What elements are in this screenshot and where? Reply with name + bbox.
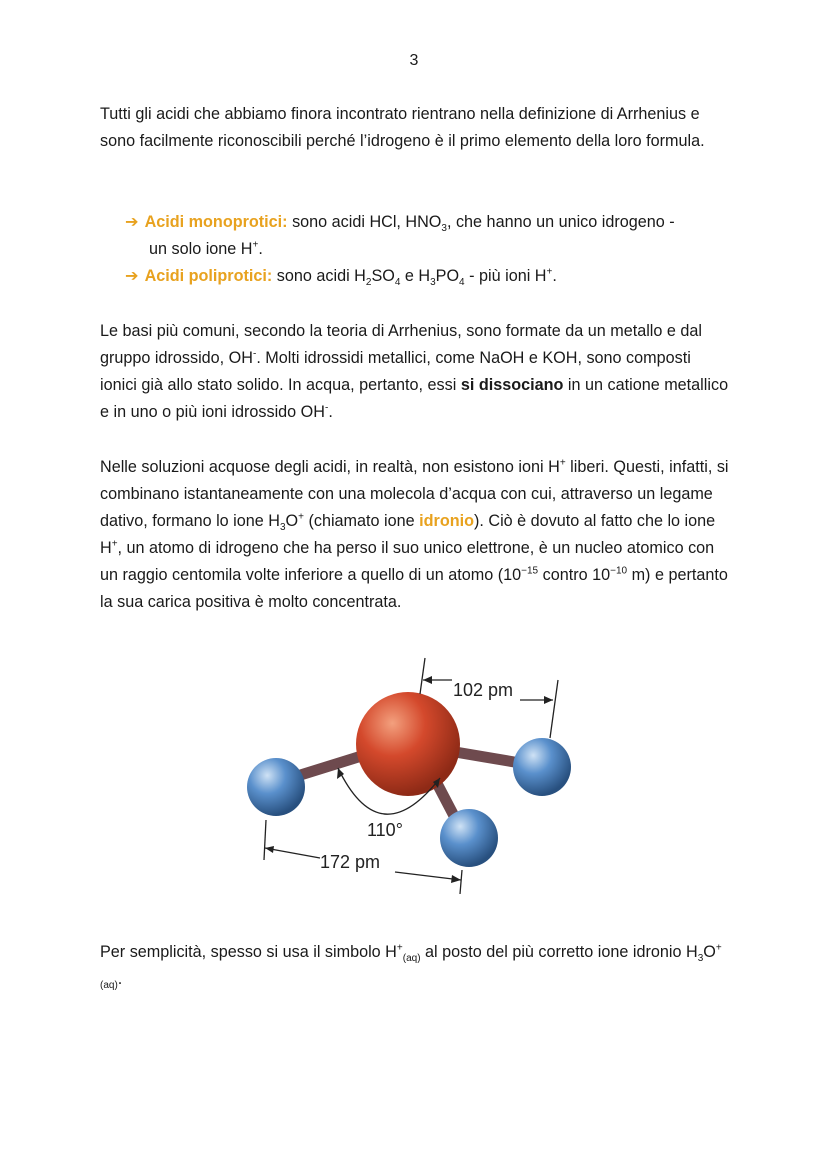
dimension-arrowhead-bottom <box>265 846 274 853</box>
bullet-polyprotic: ➔ Acidi poliprotici: sono acidi $H_2SO_4$ e $H_3PO_4$ - più ioni H+. <box>125 266 557 289</box>
dimension-tick-bottom-right <box>460 870 462 894</box>
dimension-tick-bottom-left <box>264 820 266 860</box>
arrow-icon: ➔ <box>125 267 139 285</box>
intro-paragraph: Tutti gli acidi che abbiamo finora incontrato rientrano nella definizione di Arrhenius e sono facilmente riconoscibili perché l’idrogeno è il primo elemento della loro formula. <box>100 105 705 150</box>
bullet-monoprotic: ➔ Acidi monoprotici: sono acidi HCl, $HNO_3$, che hanno un unico idrogeno - un solo ione H+. <box>125 213 675 258</box>
bold-dissociano: si dissociano <box>460 376 564 394</box>
dimension-line-bottom-2 <box>395 872 461 880</box>
dimension-tick-top-right <box>550 680 558 738</box>
hydrogen-atom-left <box>247 758 305 816</box>
label-102pm: 102 pm <box>453 680 514 700</box>
arrow-icon: ➔ <box>125 213 139 231</box>
dimension-arrowhead-top <box>423 676 432 684</box>
polyprotic-label: Acidi poliprotici: <box>144 267 273 285</box>
label-172pm: 172 pm <box>320 852 381 872</box>
closing-paragraph: Per semplicità, spesso si usa il simbolo $H^+_{(aq)}$ al posto del più corretto ione idronio $H_3O^+_{(aq)}$. <box>100 942 722 992</box>
hydrogen-atom-right <box>513 738 571 796</box>
page-number: 3 <box>409 52 419 69</box>
hydronium-molecule-figure <box>240 650 580 900</box>
monoprotic-label: Acidi monoprotici: <box>144 213 288 231</box>
dimension-tick-top-left <box>420 658 425 694</box>
dimension-arrowhead-top-2 <box>544 696 553 704</box>
hydrogen-atom-bottom <box>440 809 498 867</box>
oxygen-atom <box>356 692 460 796</box>
idronio-highlight: idronio <box>419 512 474 530</box>
label-110deg: 110° <box>367 820 403 840</box>
bases-paragraph: Le basi più comuni, secondo la teoria di Arrhenius, sono formate da un metallo e dal gruppo idrossido, OH-. Molti idrossidi metallici, come NaOH e KOH, sono composti ionici già allo stato solido. In acqua, pertanto, essi si dissociano in un catione metallico e in uno o più ioni idrossido OH-. <box>100 322 729 421</box>
hydronium-paragraph: Nelle soluzioni acquose degli acidi, in realtà, non esistono ioni H+ liberi. Questi, infatti, si combinano istantaneamente con una molecola d’acqua con cui, attraverso un legame dativo, formano lo ione $H_3O^+$ (chiamato ione idronio). Ciò è dovuto al fatto che lo ione H+, un atomo di idrogeno che ha perso il suo unico elettrone, è un nucleo atomico con un raggio centomila volte inferiore a quello di un atomo ($10^{-15}$ contro $10^{-10}$ m) e pertanto la sua carica positiva è molto concentrata. <box>100 457 729 611</box>
dimension-arrowhead-bottom-2 <box>451 875 461 883</box>
